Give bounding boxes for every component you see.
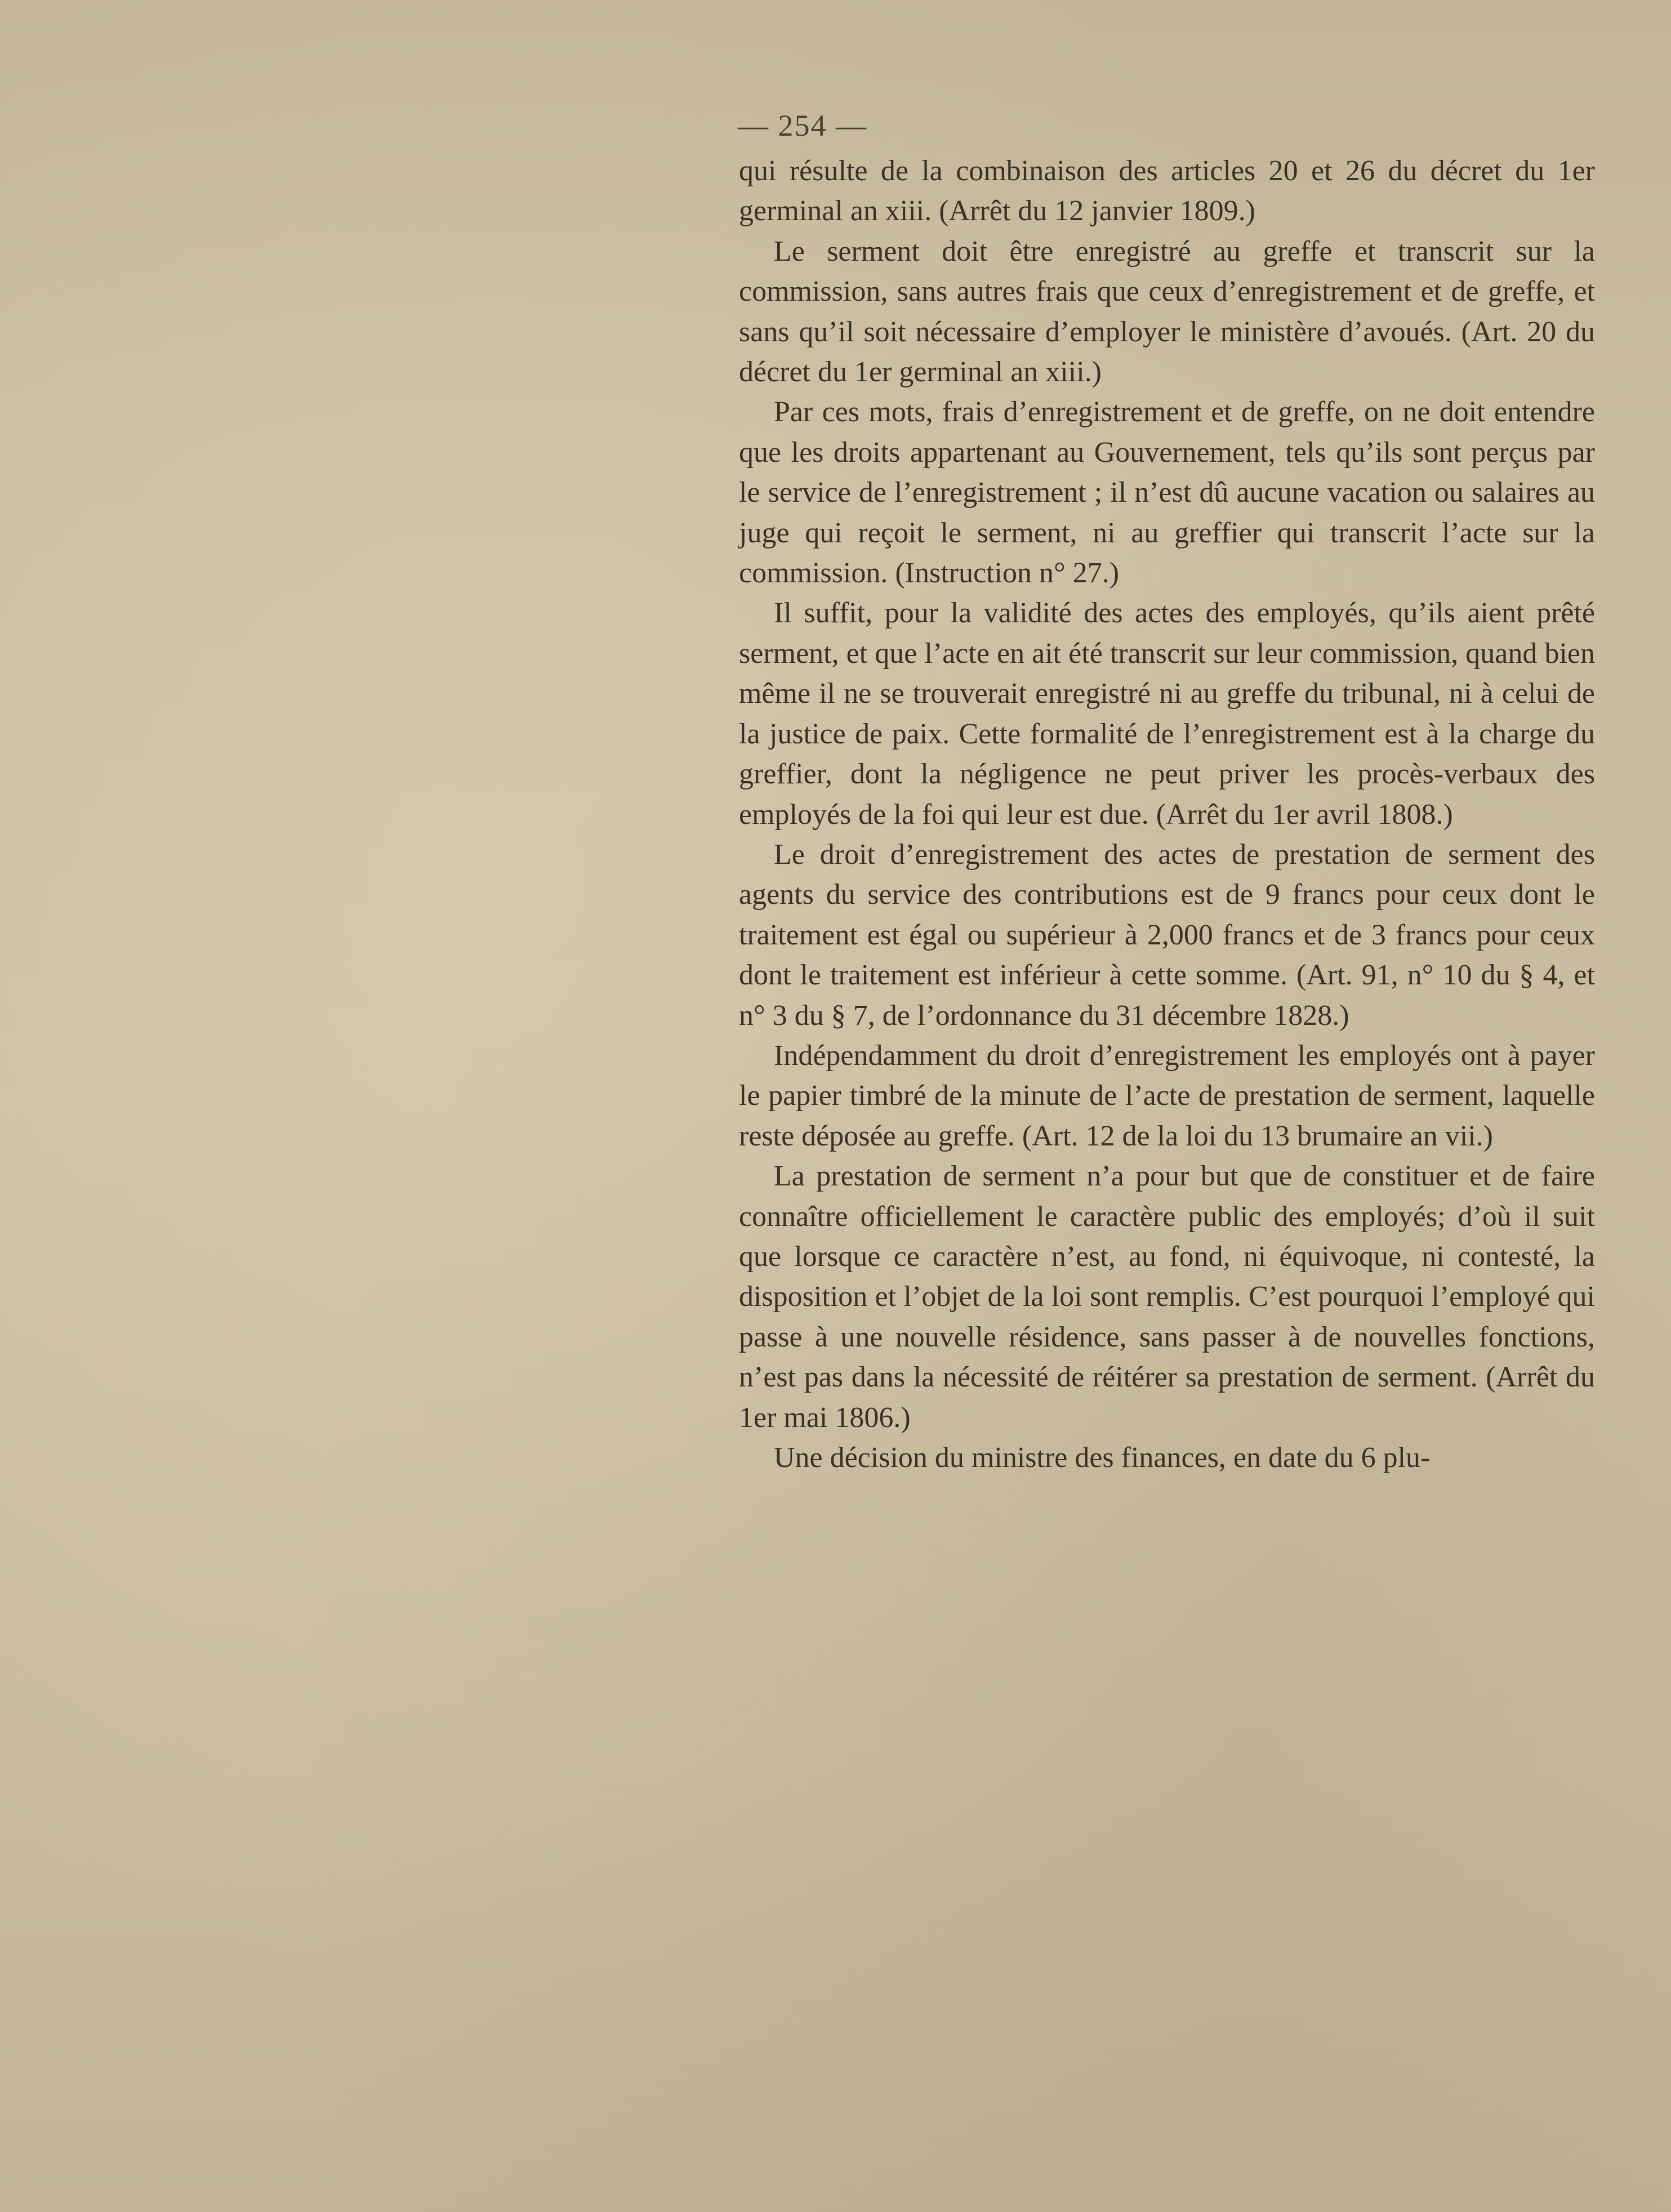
body-text (739, 151, 1595, 1478)
paragraph-droit-enregistrement: Le droit d’enregistrement des actes de prestation de serment des agents du service des contributions est de 9 francs pour ceux dont le traitement est égal ou supérieur à 2,000 francs et de 3 francs pour ceux dont le traitement est inférieur à cette somme. (Art. 91, n° 10 du § 4, et n° 3 du § 7, de l’ordonnance du 31 décembre 1828.) (739, 838, 1595, 1032)
paragraph-serment-enregistre: Le serment doit être enregistré au greffe et transcrit sur la commission, sans autres frais que ceux d’enregistrement et de greffe, et sans qu’il soit nécessaire d’employer le ministère d’avoués. (Art. 20 du décret du 1er germinal an xiii.) (739, 235, 1595, 389)
page-number: — 254 — (738, 109, 867, 142)
paragraph-validite-actes: Il suffit, pour la validité des actes des employés, qu’ils aient prêté serment, et que l’acte en ait été transcrit sur leur commission, quand bien même il ne se trouverait enregistré ni au greffe du tribunal, ni à celui de la justice de paix. Cette formalité de l’enregistrement est à la charge du greffier, dont la négligence ne peut priver les procès-verbaux des employés de la foi qui leur est due. (Arrêt du 1er avril 1808.) (739, 597, 1595, 831)
paragraph-papier-timbre: Indépendamment du droit d’enregistrement les employés ont à payer le papier timbré de la minute de l’acte de prestation de serment, laquelle reste déposée au greffe. (Art. 12 de la loi du 13 brumaire an vii.) (739, 1039, 1595, 1152)
paragraph-decision-ministre: Une décision du ministre des finances, en date du 6 plu- (774, 1442, 1431, 1474)
paragraph-prestation-but: La prestation de serment n’a pour but que de constituer et de faire connaître officiellement le caractère public des employés; d’où il suit que lorsque ce caractère n’est, au fond, ni équivoque, ni contesté, la disposition et l’objet de la loi sont remplis. C’est pourquoi l’employé qui passe à une nouvelle résidence, sans passer à de nouvelles fonctions, n’est pas dans la nécessité de réitérer sa prestation de serment. (Arrêt du 1er mai 1806.) (739, 1160, 1595, 1434)
paragraph-continuation: qui résulte de la combinaison des articles 20 et 26 du décret du 1er germinal an xiii. (Arrêt du 12 janvier 1809.) (739, 155, 1595, 228)
paragraph-frais: Par ces mots, frais d’enregistrement et de greffe, on ne doit entendre que les droits appartenant au Gouvernement, tels qu’ils sont perçus par le service de l’enregistrement ; il n’est dû aucune vacation ou salaires au juge qui reçoit le serment, ni au greffier qui transcrit l’acte sur la commission. (Instruction n° 27.) (739, 396, 1595, 590)
